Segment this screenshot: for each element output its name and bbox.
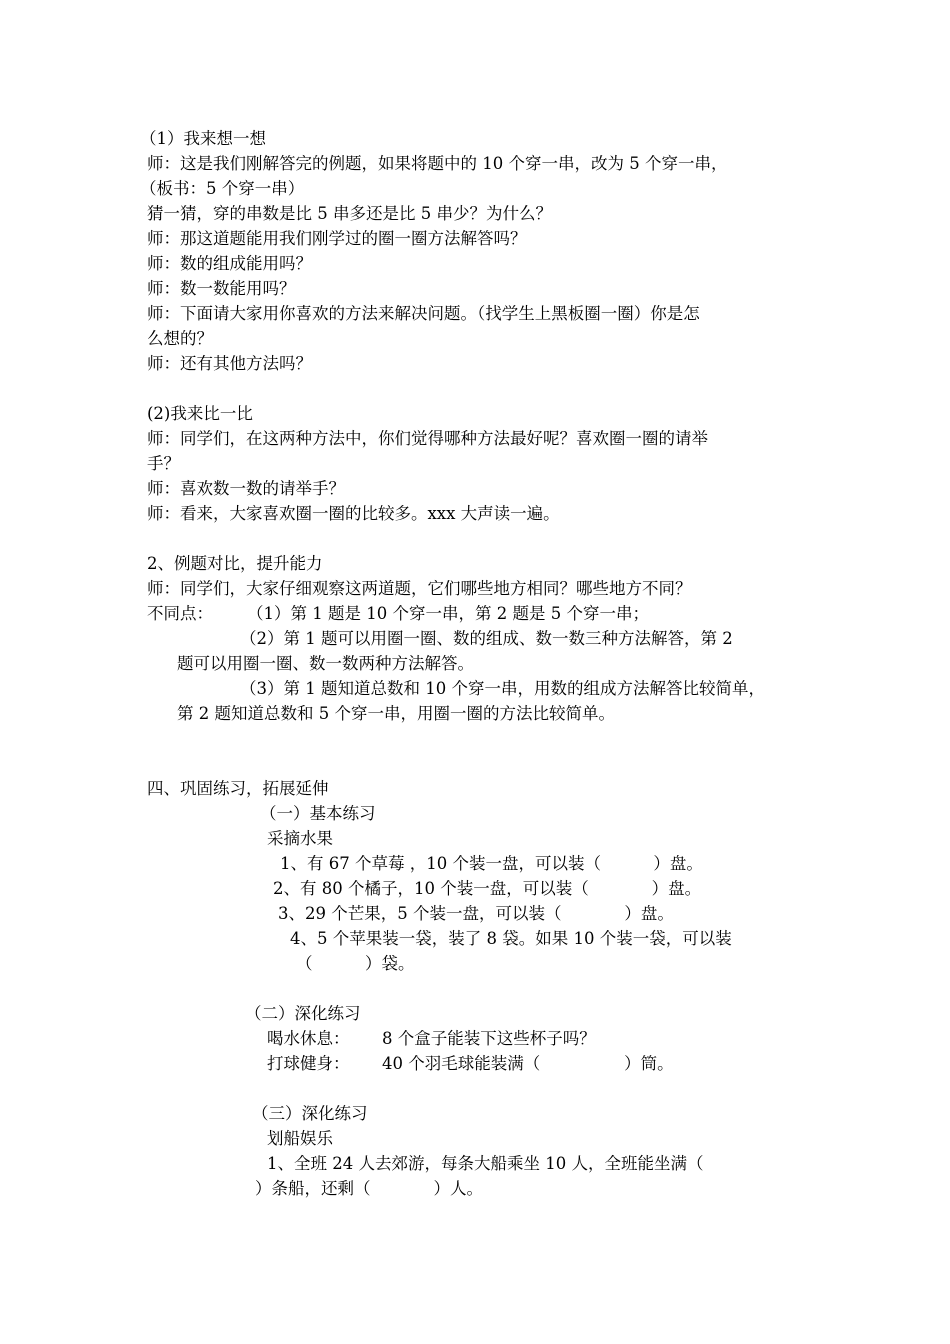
text-line-13: 手？	[147, 454, 180, 473]
text-line-24: 四、巩固练习，拓展延伸	[147, 779, 329, 798]
text-line-7: 师：数一数能用吗？	[147, 279, 296, 298]
text-line-30: 4、5 个苹果装一袋，装了 8 袋。如果 10 个装一袋，可以装	[290, 929, 732, 948]
text-line-16: 2、例题对比，提升能力	[147, 554, 323, 573]
text-line-26: 采摘水果	[267, 829, 333, 848]
text-line-14: 师：喜欢数一数的请举手？	[147, 479, 345, 498]
text-line-15: 师：看来，大家喜欢圈一圈的比较多。xxx 大声读一遍。	[147, 504, 560, 523]
text-line-28: 2、有 80 个橘子，10 个装一盘，可以装（ ）盘。	[273, 879, 702, 898]
text-line-39: 1、全班 24 人去郊游，每条大船乘坐 10 人，全班能坐满（	[267, 1154, 704, 1173]
text-line-23: 第 2 题知道总数和 5 个穿一串，用圈一圈的方法比较简单。	[177, 704, 615, 723]
text-line-17: 师：同学们，大家仔细观察这两道题，它们哪些地方相同？哪些地方不同？	[147, 579, 692, 598]
text-line-3: （板书：5 个穿一串）	[140, 179, 305, 198]
text-line-20: （2）第 1 题可以用圈一圈、数的组成、数一数三种方法解答，第 2	[240, 629, 733, 648]
text-line-1: （1）我来想一想	[140, 129, 266, 148]
text-line-31: （ ）袋。	[296, 954, 415, 973]
text-line-2: 师：这是我们刚解答完的例题，如果将题中的 10 个穿一串，改为 5 个穿一串，	[147, 154, 728, 173]
text-line-5: 师：那这道题能用我们刚学过的圈一圈方法解答吗？	[147, 229, 527, 248]
text-line-8: 师：下面请大家用你喜欢的方法来解决问题。（找学生上黑板圈一圈）你是怎	[147, 304, 700, 323]
text-line-35: 打球健身：	[267, 1054, 350, 1073]
text-line-4: 猜一猜，穿的串数是比 5 串多还是比 5 串少？为什么？	[147, 204, 552, 223]
text-line-29: 3、29 个芒果，5 个装一盘，可以装（ ）盘。	[278, 904, 674, 923]
text-line-37: （三）深化练习	[252, 1104, 368, 1123]
text-line-10: 师：还有其他方法吗？	[147, 354, 312, 373]
text-line-27: 1、有 67 个草莓 ，10 个装一盘，可以装（ ）盘。	[280, 854, 703, 873]
text-line-18: 不同点：	[147, 604, 213, 623]
text-line-9: 么想的？	[147, 329, 213, 348]
text-line-19: （1）第 1 题是 10 个穿一串，第 2 题是 5 个穿一串；	[247, 604, 649, 623]
text-line-6: 师：数的组成能用吗？	[147, 254, 312, 273]
text-line-38: 划船娱乐	[267, 1129, 333, 1148]
text-line-12: 师：同学们，在这两种方法中，你们觉得哪种方法最好呢？喜欢圈一圈的请举	[147, 429, 708, 448]
text-line-36: 40 个羽毛球能装满（ ）筒。	[382, 1054, 674, 1073]
text-line-25: （一）基本练习	[260, 804, 376, 823]
text-line-34: 8 个盒子能装下这些杯子吗？	[382, 1029, 596, 1048]
text-line-11: (2)我来比一比	[147, 404, 253, 423]
text-line-33: 喝水休息：	[267, 1029, 350, 1048]
text-line-22: （3）第 1 题知道总数和 10 个穿一串，用数的组成方法解答比较简单，	[240, 679, 765, 698]
text-line-40: ）条船，还剩（ ）人。	[255, 1179, 483, 1198]
text-line-32: （二）深化练习	[245, 1004, 361, 1023]
text-line-21: 题可以用圈一圈、数一数两种方法解答。	[177, 654, 474, 673]
